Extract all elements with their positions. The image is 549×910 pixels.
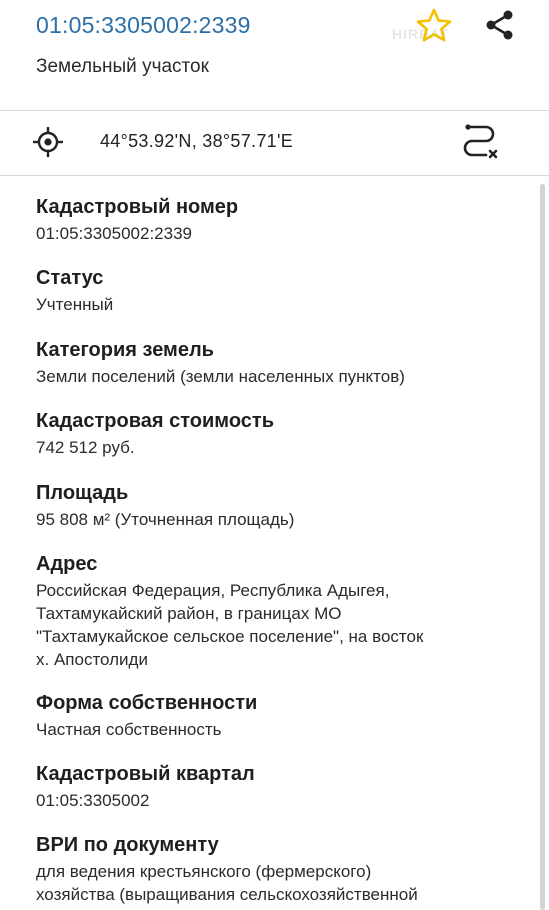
locate-button[interactable] — [32, 126, 64, 158]
field-label: Категория земель — [36, 339, 214, 361]
share-icon — [480, 6, 520, 46]
details-list[interactable] — [0, 176, 549, 910]
share-button[interactable] — [480, 6, 520, 46]
field-value: Частная собственность — [36, 720, 222, 739]
field-value: Учтенный — [36, 295, 114, 314]
favorite-button[interactable] — [414, 6, 454, 46]
field-label: Статус — [36, 267, 104, 289]
field-address — [36, 551, 516, 671]
page-title: 01:05:3305002:2339 — [36, 12, 251, 38]
route-icon — [458, 121, 502, 165]
field-value: 95 808 м² (Уточненная площадь) — [36, 510, 295, 529]
field-ownership-form — [36, 690, 516, 741]
field-label: Адрес — [36, 553, 98, 575]
star-icon — [414, 6, 454, 46]
field-cadastral-number — [36, 194, 516, 245]
field-label: Кадастровый номер — [36, 196, 239, 218]
field-cadastral-quarter — [36, 761, 516, 812]
field-status — [36, 265, 516, 316]
field-label: Форма собственности — [36, 692, 258, 714]
watermark: HIREAT — [392, 26, 450, 42]
field-cadastral-value — [36, 408, 516, 459]
field-label: Площадь — [36, 482, 129, 504]
coordinates-bar — [0, 111, 549, 175]
route-button[interactable] — [458, 121, 502, 165]
field-land-category — [36, 337, 516, 388]
crosshair-icon — [32, 126, 64, 158]
field-value: Российская Федерация, Республика Адыгея, Тахтамукайский район, в границах МО "Тахтамукайское сельское поселение", на восток х. Апостолиди — [36, 581, 424, 669]
scrollbar[interactable] — [540, 184, 545, 910]
field-value: 01:05:3305002 — [36, 791, 150, 810]
field-value: 742 512 руб. — [36, 438, 135, 457]
field-label: ВРИ по документу — [36, 834, 219, 856]
coordinates-text: 44°53.92'N, 38°57.71'E — [100, 131, 294, 151]
header — [0, 0, 549, 110]
field-area — [36, 480, 516, 531]
field-value: 01:05:3305002:2339 — [36, 224, 192, 243]
field-label: Кадастровая стоимость — [36, 410, 274, 432]
field-value: Земли поселений (земли населенных пунктов) — [36, 367, 405, 386]
field-label: Кадастровый квартал — [36, 763, 255, 785]
field-permitted-use — [36, 832, 516, 906]
field-value: для ведения крестьянского (фермерского) хозяйства (выращивания сельскохозяйственной — [36, 862, 418, 904]
object-type-label: Земельный участок — [36, 56, 209, 77]
